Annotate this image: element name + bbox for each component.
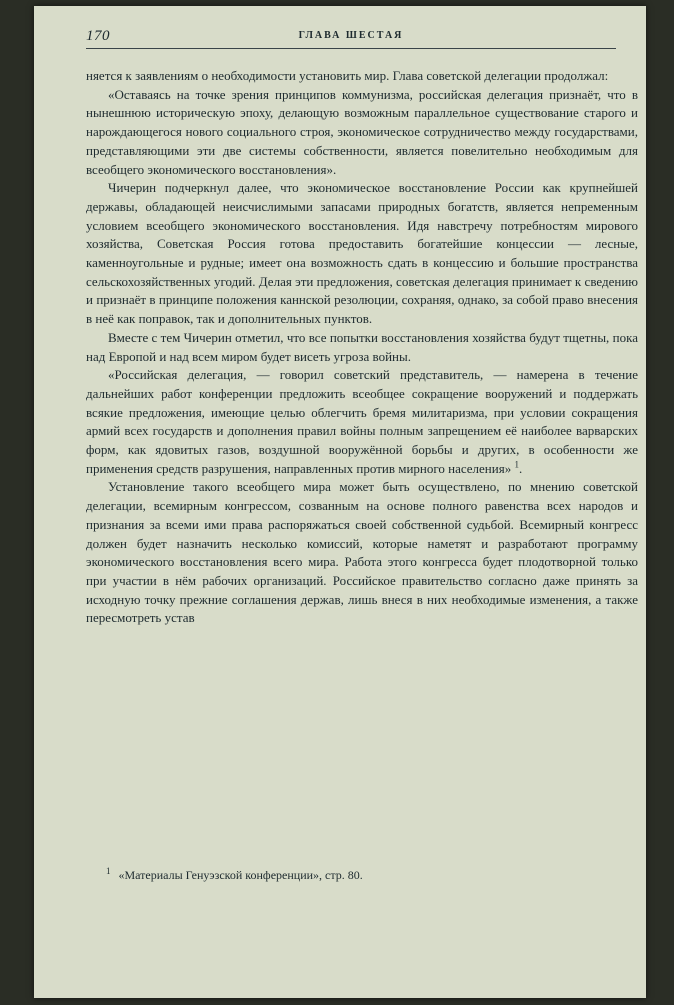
running-head: ГЛАВА ШЕСТАЯ: [298, 30, 404, 41]
header-rule: [86, 48, 616, 49]
footnote-number: 1: [106, 866, 111, 876]
paragraph: Чичерин подчеркнул далее, что экономическое восстановление России как крупнейшей державы, обладающей неисчислимыми запасами природных богатств, является непременным условием всеобщего экономического восстановления. Идя навстречу потребностям мирового хозяйства, Советская Россия готова предоставить богатейшие концессии — лесные, каменноугольные и рудные; имеет она возможность сдать в концессию и большие пространства сельскохозяйственных угодий. Делая эти предложения, советская делегация принимает к сведению и признаёт в принципе положения каннской резолюции, сохраняя, однако, за собой право внесения в неё как поправок, так и дополнительных пунктов.: [86, 180, 638, 327]
paragraph: няется к заявлениям о необходимости установить мир. Глава советской делегации продолжал:: [86, 68, 609, 83]
paragraph-with-footnote: «Российская делегация, — говорил советский представитель, — намерена в течение дальнейших работ конференции предложить всеобщее сокращение вооружений и поддержать всякие предложения, имеющие целью облегчить бремя милитаризма, при условии сокращения армий всех государств и дополнения правил войны полным запрещением её наиболее варварских форм, как ядовитых газов, воздушной вооружённой борьбы и других, в особенности же применения средств разрушения, направленных против мирного населения» $^1$.: [86, 367, 638, 476]
paragraph: «Оставаясь на точке зрения принципов коммунизма, российская делегация признаёт, что в нынешнюю историческую эпоху, делающую возможным параллельное существование старого и нарождающегося нового социального строя, экономическое сотрудничество между государствами, представляющими эти две системы собственности, является повелительно необходимым для всеобщего экономического восстановления».: [86, 86, 638, 177]
footnote-marker[interactable]: 1: [514, 459, 519, 470]
main-text: [86, 67, 638, 628]
page-number: 170: [86, 28, 110, 44]
paragraph: Установление такого всеобщего мира может быть осуществлено, по мнению советской делегации, всемирным конгрессом, созванным на основе полного равенства всех народов и признания за всеми ими права распоряжаться своей собственной судьбой. Всемирный конгресс должен будет назначить несколько комиссий, которые наметят и разработают программу экономического восстановления всего мира. Работа этого конгресса будет плодотворной только при участии в нём рабочих организаций. Российское правительство согласно даже принять за исходную точку прежние соглашения держав, лишь внеся в них необходимые изменения, а также пересмотреть устав: [86, 479, 638, 626]
paragraph-text: «Российская делегация, — говорил советский представитель, — намерена в течение дальнейших работ конференции предложить всеобщее сокращение вооружений и поддержать всякие предложения, имеющие целью облегчить бремя милитаризма, при условии сокращения армий всех государств и дополнения правил войны полным запрещением её наиболее варварских форм, как ядовитых газов, воздушной вооружённой борьбы и других, в особенности же применения средств разрушения, направленных против мирного населения»: [86, 367, 638, 476]
book-page: [34, 6, 646, 998]
footnote: [106, 863, 626, 883]
footnote-text: «Материалы Генуэзской конференции», стр. 80.: [118, 868, 363, 882]
paragraph: Вместе с тем Чичерин отметил, что все попытки восстановления хозяйства будут тщетны, пока над Европой и над всем миром будет висеть угроза войны.: [86, 329, 638, 364]
page-header: [86, 28, 616, 48]
